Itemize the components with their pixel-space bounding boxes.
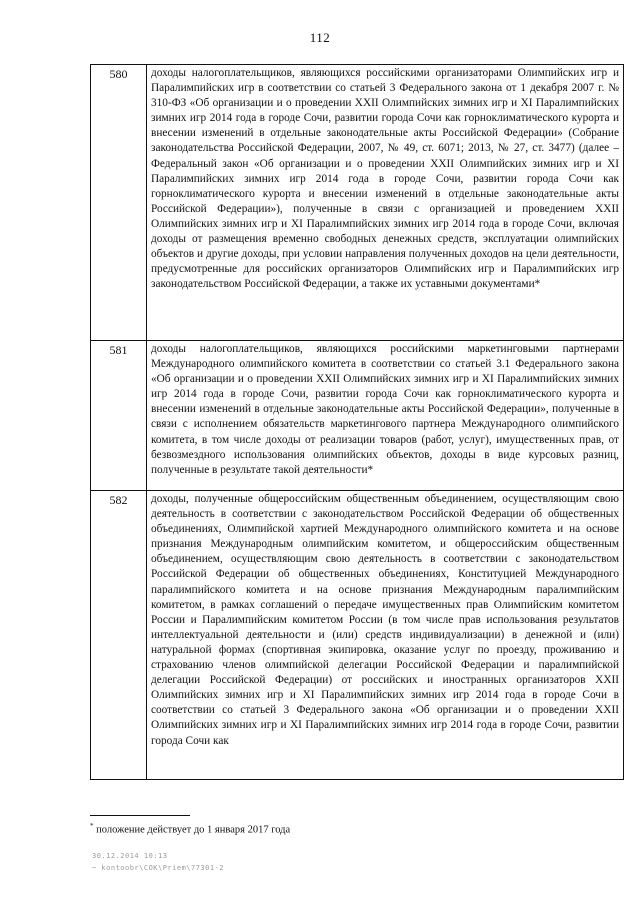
table-row [91, 341, 624, 491]
table-row [91, 491, 624, 780]
table-row [91, 65, 624, 341]
print-stamp-timestamp: 30.12.2014 10:13 [92, 852, 168, 860]
print-stamp-path: ~ kontoobr\COK\Priem\77301-2 [92, 864, 225, 872]
footnote [90, 822, 290, 836]
revenue-code: 582 [91, 491, 147, 780]
footnote-text: положение действует до 1 января 2017 года [96, 824, 291, 836]
revenue-description: доходы, полученные общероссийским общественным объединением, осуществляющим свою деятельность в соответствии с законодательством Российской Федерации об общественных объединениях, Олимпийской хартией Международного олимпийского комитета и на основе признания Международным олимпийским комитетом, и общероссийским общественным объединением, осуществляющим свою деятельность в соответствии с законодательством Российской Федерации об общественных объединениях, Конституцией Международного паралимпийского комитета и на основе признания Международным паралимпийским комитетом, в рамках соглашений о передаче имущественных прав Олимпийским комитетом России и Паралимпийским комитетом России (в том числе прав использования результатов интеллектуальной деятельности и (или) средств индивидуализации) в денежной и (или) натуральной формах (спортивная экипировка, оказание услуг по проезду, проживанию и страхованию членов олимпийской делегации Российской Федерации и паралимпийской делегации Российской Федерации) от российских и иностранных организаторов XXII Олимпийских зимних игр и XI Паралимпийских зимних игр 2014 года в городе Сочи в соответствии со статьей 3 Федерального закона «Об организации и о проведении XXII Олимпийских зимних игр и XI Паралимпийских зимних игр 2014 года в городе Сочи, развитии города Сочи как [147, 491, 624, 780]
page-number: 112 [309, 30, 331, 45]
revenue-code: 581 [91, 341, 147, 491]
footnote-divider [90, 815, 190, 816]
revenue-description: доходы налогоплательщиков, являющихся российскими организаторами Олимпийских игр и Паралимпийских игр в соответствии со статьей 3 Федерального закона от 1 декабря 2007 г. № 310-ФЗ «Об организации и о проведении XXII Олимпийских зимних игр и XI Паралимпийских зимних игр 2014 года в городе Сочи, развитии города Сочи как горноклиматического курорта и внесении изменений в отдельные законодательные акты Российской Федерации» (Собрание законодательства Российской Федерации, 2007, № 49, ст. 6071; 2013, № 27, ст. 3477) (далее – Федеральный закон «Об организации и о проведении XXII Олимпийских зимних игр и XI Паралимпийских зимних игр 2014 года в городе Сочи, развитии города Сочи как горноклиматического курорта и внесении изменений в отдельные законодательные акты Российской Федерации»), полученные в связи с организацией и проведением XXII Олимпийских зимних игр и XI Паралимпийских зимних игр 2014 года в городе Сочи, включая доходы от размещения временно свободных денежных средств, эксплуатации олимпийских объектов и другие доходы, при условии направления полученных доходов на цели деятельности, предусмотренные для российских организаторов Олимпийских игр и Паралимпийских игр законодательством Российской Федерации, а также их уставными документами* [147, 65, 624, 341]
revenue-description: доходы налогоплательщиков, являющихся российскими маркетинговыми партнерами Международного олимпийского комитета в соответствии со статьей 3.1 Федерального закона «Об организации и о проведении XXII Олимпийских зимних игр и XI Паралимпийских зимних игр 2014 года в городе Сочи, развитии города Сочи как горноклиматического курорта и внесении изменений в отдельные законодательные акты Российской Федерации», полученные в связи с исполнением обязательств маркетингового партнера Международного олимпийского комитета, в том числе доходы от реализации товаров (работ, услуг), имущественных прав, от безвозмездного использования олимпийских объектов, доходы в виде курсовых разниц, полученные в результате такой деятельности* [147, 341, 624, 491]
revenue-code: 580 [91, 65, 147, 341]
revenue-codes-table [90, 64, 624, 780]
footnote-marker: * [90, 822, 94, 830]
